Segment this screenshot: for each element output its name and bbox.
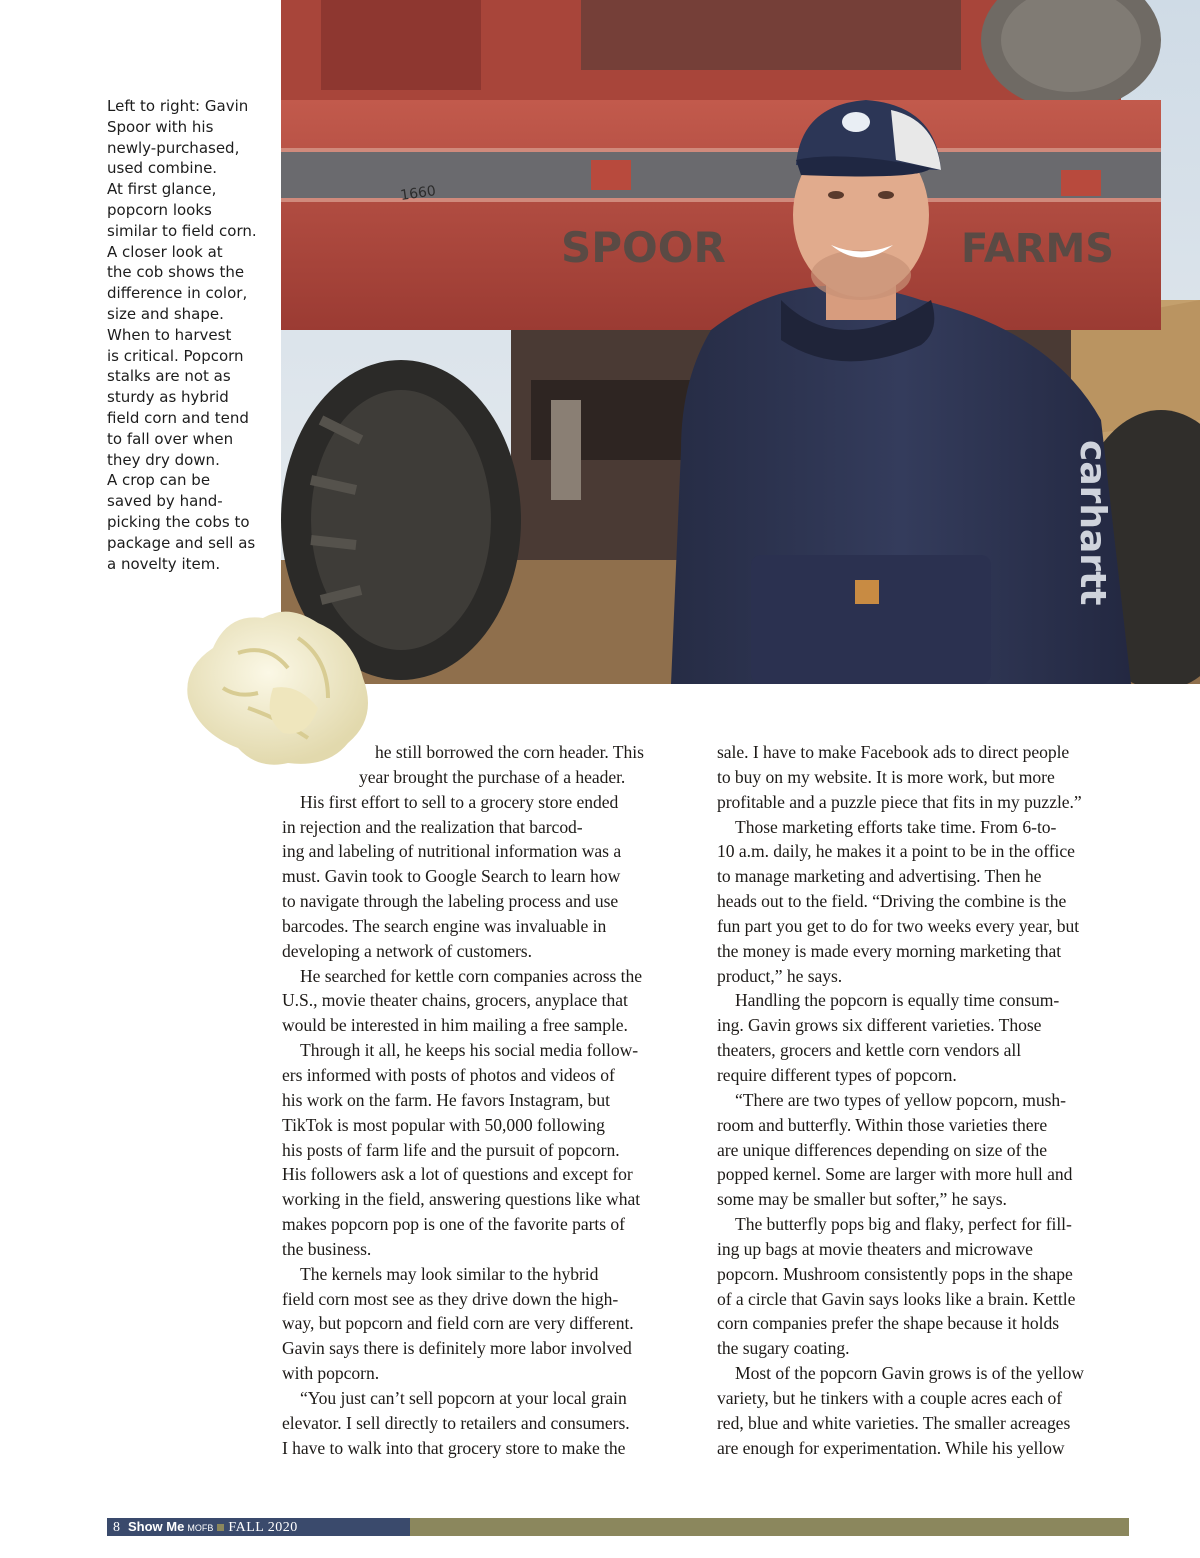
footer-text	[113, 1518, 298, 1536]
article-column-right	[717, 740, 1137, 1460]
text-line: makes popcorn pop is one of the favorite parts of	[282, 1214, 625, 1235]
square-bullet-icon	[217, 1524, 224, 1531]
text-line: product,” he says.	[717, 965, 843, 986]
text-line: His followers ask a lot of questions and except for	[282, 1164, 633, 1185]
text-line: he still borrowed the corn header. This	[375, 742, 644, 762]
text-line: corn companies prefer the shape because it holds	[717, 1313, 1060, 1334]
text-line: with popcorn.	[282, 1363, 380, 1384]
text-line: 10 a.m. daily, he makes it a point to be in the office	[717, 841, 1075, 862]
text-line: The butterfly pops big and flaky, perfect for fill-	[735, 1214, 1072, 1235]
text-line: ing up bags at movie theaters and microwave	[717, 1238, 1033, 1259]
paragraph	[717, 740, 1137, 815]
text-line: some may be smaller but softer,” he says.	[717, 1189, 1007, 1210]
text-line: field corn most see as they drive down the high-	[282, 1288, 619, 1309]
text-line: I have to walk into that grocery store to make the	[282, 1437, 626, 1458]
paragraph	[282, 740, 702, 790]
combine-farms-label: FARMS	[961, 226, 1115, 272]
paragraph	[717, 988, 1137, 1087]
text-line: ing and labeling of nutritional information was a	[282, 841, 622, 862]
text-line: sale. I have to make Facebook ads to direct people	[717, 742, 1070, 762]
farmer-combine-photo	[281, 0, 1200, 684]
article-column-left	[282, 740, 702, 1460]
model-label: 1660	[399, 183, 437, 204]
paragraph	[282, 790, 702, 964]
paragraph	[717, 1212, 1137, 1361]
text-line: barcodes. The search engine was invaluable in	[282, 915, 607, 936]
footer-olive-bar	[410, 1518, 1129, 1536]
paragraph	[717, 1361, 1137, 1460]
text-line: fun part you get to do for two weeks every year, but	[717, 915, 1080, 936]
text-line: to navigate through the labeling process and use	[282, 891, 619, 912]
text-line: to manage marketing and advertising. Then he	[717, 866, 1042, 887]
text-line: the sugary coating.	[717, 1338, 850, 1359]
page-footer	[107, 1518, 1129, 1536]
text-line: U.S., movie theater chains, grocers, anyplace that	[282, 990, 628, 1011]
text-line: in rejection and the realization that barcod-	[282, 816, 583, 837]
text-line: his posts of farm life and the pursuit of popcorn.	[282, 1139, 620, 1160]
text-line: He searched for kettle corn companies across the	[300, 965, 642, 986]
text-line: way, but popcorn and field corn are very different.	[282, 1313, 634, 1334]
text-line: Those marketing efforts take time. From 6-to-	[735, 816, 1057, 837]
cap-logo	[842, 112, 870, 132]
text-line: elevator. I sell directly to retailers and consumers.	[282, 1412, 630, 1433]
text-line: are unique differences depending on size of the	[717, 1139, 1048, 1160]
text-line: of a circle that Gavin says looks like a brain. Kettle	[717, 1288, 1076, 1309]
text-line: developing a network of customers.	[282, 940, 532, 961]
sleeve-brand-text: carhartt	[1072, 440, 1113, 606]
paragraph	[282, 1038, 702, 1262]
combine-spoor-label: SPOOR	[561, 223, 726, 272]
paragraph	[717, 815, 1137, 989]
text-line: popped kernel. Some are larger with more hull and	[717, 1164, 1073, 1185]
text-line: must. Gavin took to Google Search to learn how	[282, 866, 621, 887]
text-line: heads out to the field. “Driving the combine is the	[717, 891, 1067, 912]
org-name: MOFB	[187, 1523, 214, 1533]
text-line: to buy on my website. It is more work, but more	[717, 766, 1055, 787]
text-line: TikTok is most popular with 50,000 following	[282, 1114, 605, 1135]
text-line: Through it all, he keeps his social media follow-	[300, 1040, 639, 1061]
text-line: working in the field, answering questions like what	[282, 1189, 641, 1210]
text-line: “You just can’t sell popcorn at your local grain	[300, 1387, 627, 1408]
text-line: would be interested in him mailing a free sample.	[282, 1015, 628, 1036]
text-line: the business.	[282, 1238, 372, 1259]
paragraph	[717, 1088, 1137, 1212]
text-line: ers informed with posts of photos and videos of	[282, 1064, 615, 1085]
text-line: theaters, grocers and kettle corn vendors all	[717, 1040, 1022, 1061]
magazine-brand: Show Me	[128, 1519, 185, 1534]
text-line: His first effort to sell to a grocery store ended	[300, 791, 619, 812]
photo-caption: Left to right: Gavin Spoor with his newly-purchased, used combine. At first glance, popcorn looks similar to field corn. A closer look at the cob shows the difference in color, size and shape. When to harvest is critical. Popcorn stalks are not as sturdy as hybrid field corn and tend to fall over when they dry down. A crop can be saved by hand- picking the cobs to package and sell as a novelty item.	[107, 97, 257, 573]
text-line: require different types of popcorn.	[717, 1064, 957, 1085]
text-line: profitable and a puzzle piece that fits in my puzzle.”	[717, 791, 1082, 812]
text-line: year brought the purchase of a header.	[359, 766, 626, 787]
text-line: are enough for experimentation. While his yellow	[717, 1437, 1065, 1458]
text-line: Gavin says there is definitely more labor involved	[282, 1338, 632, 1359]
text-line: “There are two types of yellow popcorn, mush-	[735, 1089, 1066, 1110]
text-line: room and butterfly. Within those varieties there	[717, 1114, 1048, 1135]
text-line: Most of the popcorn Gavin grows is of the yellow	[735, 1363, 1084, 1384]
text-line: popcorn. Mushroom consistently pops in the shape	[717, 1263, 1073, 1284]
paragraph	[282, 964, 702, 1039]
text-line: his work on the farm. He favors Instagram, but	[282, 1089, 610, 1110]
text-line: the money is made every morning marketing that	[717, 940, 1062, 961]
text-line: variety, but he tinkers with a couple acres each of	[717, 1387, 1063, 1408]
page-number: 8	[113, 1520, 120, 1535]
photo-illustration	[281, 0, 1200, 684]
paragraph	[282, 1262, 702, 1386]
text-line: ing. Gavin grows six different varieties. Those	[717, 1015, 1042, 1036]
text-line: The kernels may look similar to the hybrid	[300, 1263, 599, 1284]
text-line: red, blue and white varieties. The smaller acreages	[717, 1412, 1071, 1433]
text-line: Handling the popcorn is equally time consum-	[735, 990, 1060, 1011]
paragraph	[282, 1386, 702, 1461]
issue-label: FALL 2020	[228, 1520, 298, 1535]
